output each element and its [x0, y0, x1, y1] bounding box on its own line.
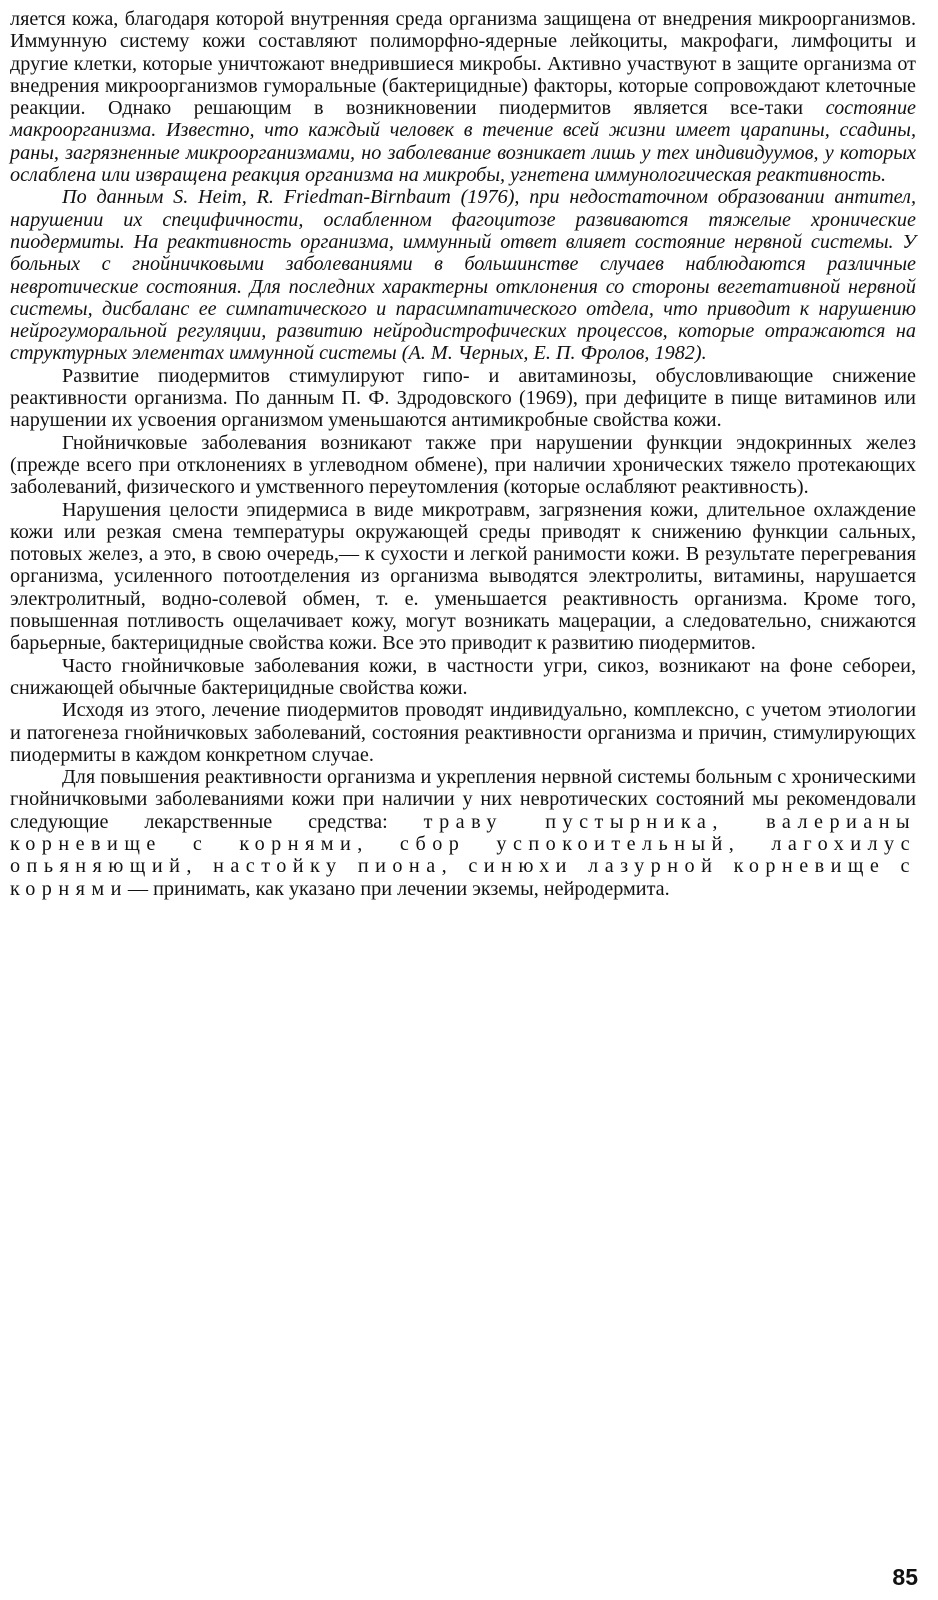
paragraph-3: [10, 365, 916, 432]
paragraph-2: [10, 186, 916, 364]
paragraph-7-text: Исходя из этого, лечение пиодермитов проводят индивидуально, комплексно, с учетом этиологии и патогенеза гнойничковых заболеваний, состояния реактивности организма и причин, стимулирующих пиодермиты в каждом конкретном случае.: [10, 699, 916, 766]
paragraph-1: [10, 8, 916, 186]
paragraph-8: [10, 766, 916, 900]
paragraph-4: [10, 432, 916, 499]
paragraph-6: [10, 655, 916, 700]
paragraph-8-tail-text: — принимать, как указано при лечении экземы, нейродермита.: [127, 877, 670, 900]
paragraph-6-text: Часто гнойничковые заболевания кожи, в частности угри, сикоз, возникают на фоне себореи, снижающей обычные бактерицидные свойства кожи.: [10, 654, 916, 699]
page-number: 85: [892, 1564, 918, 1590]
paragraph-1-italic-text: состояние макроорганизма. Известно, что каждый человек в течение всей жизни имеет царапины, ссадины, раны, загрязненные микроорганизмами, но заболевание возникает лишь у тех индивидуумов, у которых ослаблена или извращена реакция организма на микробы, угнетена иммунологическая реактивность.: [10, 97, 916, 187]
paragraph-2-text: По данным S. Heim, R. Friedman-Birnbaum (1976), при недостаточном образовании антител, нарушении их специфичности, ослабленном фагоцитозе развиваются тяжелые хронические пиодермиты. На реактивность организма, иммунный ответ влияет состояние нервной системы. У больных с гнойничковыми заболеваниями в большинстве случаев наблюдаются различные невротические состояния. Для последних характерны отклонения со стороны вегетативной нервной системы, дисбаланс ее симпатического и парасимпатического отдела, что приводит к нарушению нейрогуморальной регуляции, развитию нейродистрофических процессов, которые отражаются на структурных элементах иммунной системы (А. М. Черных, Е. П. Фролов, 1982).: [10, 186, 916, 365]
paragraph-8-spaced-text: траву пустырника, валерианы корневище с корнями, сбор успокоительный, лагохилус опьяняющий, настойку пиона, синюхи лазурной корневище с корнями: [10, 810, 916, 900]
paragraph-1-text: ляется кожа, благодаря которой внутренняя среда организма защищена от внедрения микроорганизмов. Иммунную систему кожи составляют полиморфно-ядерные лейкоциты, макрофаги, лимфоциты и другие клетки, которые уничтожают внедрившиеся микробы. Активно участвуют в защите организма от внедрения микроорганизмов гуморальные (бактерицидные) факторы, которые сопровождают клеточные реакции. Однако решающим в возникновении пиодермитов является все-таки: [10, 8, 916, 120]
book-page: [10, 8, 916, 1592]
paragraph-7: [10, 699, 916, 766]
paragraph-8-text: Для повышения реактивности организма и укрепления нервной системы больным с хроническими гнойничковыми заболеваниями кожи при наличии у них невротических состояний мы рекомендовали следующие лекарственные средства:: [10, 766, 916, 833]
paragraph-5: [10, 499, 916, 655]
paragraph-3-text: Развитие пиодермитов стимулируют гипо- и авитаминозы, обусловливающие снижение реактивности организма. По данным П. Ф. Здродовского (1969), при дефиците в пище витаминов или нарушении их усвоения организмом уменьшаются антимикробные свойства кожи.: [10, 364, 916, 432]
paragraph-5-text: Нарушения целости эпидермиса в виде микротравм, загрязнения кожи, длительное охлаждение кожи или резкая смена температуры окружающей среды приводят к снижению функции сальных, потовых желез, а это, в свою очередь,— к сухости и легкой ранимости кожи. В результате перегревания организма, усиленного потоотделения из организма выводятся электролиты, витамины, нарушается электролитный, водно-солевой обмен, т. е. уменьшается реактивность организма. Кроме того, повышенная потливость ощелачивает кожу, могут возникать мацерации, а следовательно, снижаются барьерные, бактерицидные свойства кожи. Все это приводит к развитию пиодермитов.: [10, 498, 916, 655]
paragraph-4-text: Гнойничковые заболевания возникают также при нарушении функции эндокринных желез (прежде всего при отклонениях в углеводном обмене), при наличии хронических тяжело протекающих заболеваний, физического и умственного переутомления (которые ослабляют реактивность).: [10, 431, 916, 499]
